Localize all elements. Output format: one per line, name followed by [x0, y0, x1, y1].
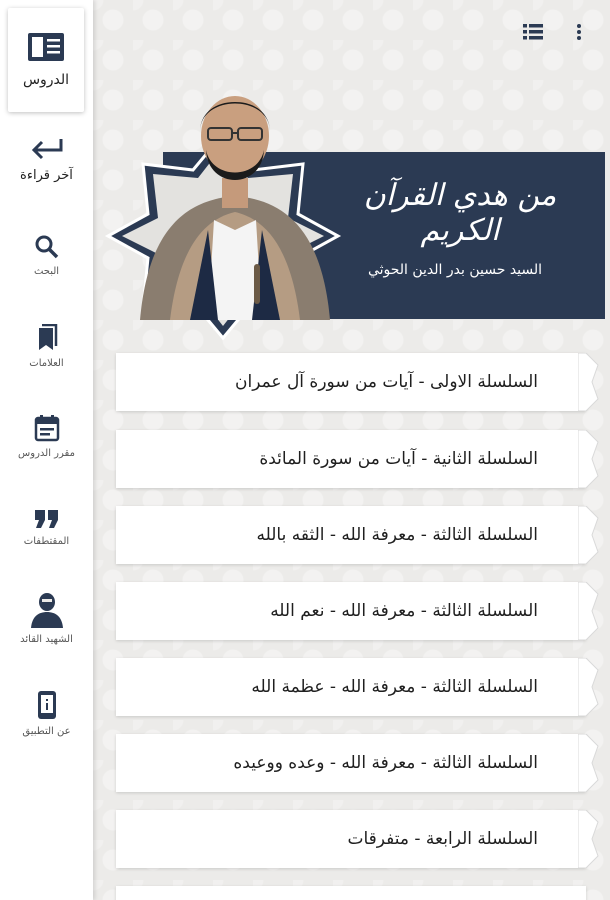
lesson-card-partial[interactable]	[116, 886, 586, 900]
lesson-title: السلسلة الثالثة - معرفة الله - عظمة الله	[251, 677, 538, 697]
last-read-arrow-icon	[30, 136, 64, 162]
more-vert-icon[interactable]	[574, 22, 584, 42]
sidebar-item-about[interactable]	[0, 690, 93, 737]
sidebar-item-schedule[interactable]	[0, 414, 93, 459]
lesson-title: السلسلة الاولى - آيات من سورة آل عمران	[234, 372, 538, 392]
banner-subtitle: السيد حسين بدر الدين الحوثي	[367, 262, 543, 278]
sidebar-item-bookmarks[interactable]	[0, 324, 93, 369]
sidebar-item-quotes[interactable]	[0, 508, 93, 547]
lesson-card[interactable]	[116, 582, 586, 640]
sidebar-item-label: المقتطفات	[23, 536, 70, 547]
card-notch-ornament	[578, 734, 604, 792]
lesson-title: السلسلة الثانية - آيات من سورة المائدة	[259, 449, 538, 469]
calendar-icon	[34, 414, 60, 442]
sidebar-item-search[interactable]	[0, 234, 93, 277]
card-notch-ornament	[578, 353, 604, 411]
lesson-card[interactable]	[116, 810, 586, 868]
sidebar-item-label: العلامات	[29, 358, 64, 369]
sidebar-item-label: الدروس	[22, 72, 70, 88]
sidebar	[0, 0, 93, 900]
sidebar-item-last-read[interactable]	[0, 136, 93, 183]
lesson-card[interactable]	[116, 734, 586, 792]
sidebar-item-label: الشهيد القائد	[20, 634, 73, 645]
card-notch-ornament	[578, 430, 604, 488]
lessons-icon	[27, 32, 65, 62]
sidebar-item-leader[interactable]	[0, 590, 93, 645]
phone-info-icon	[36, 690, 58, 720]
bookmarks-icon	[34, 324, 60, 352]
list-view-icon[interactable]	[522, 22, 544, 42]
card-notch-ornament	[578, 810, 604, 868]
portrait-photo	[130, 80, 340, 320]
sidebar-item-label: مقرر الدروس	[18, 448, 75, 459]
lesson-title: السلسلة الثالثة - معرفة الله - نعم الله	[270, 601, 538, 621]
lesson-card[interactable]	[116, 353, 586, 411]
lesson-card[interactable]	[116, 430, 586, 488]
quote-icon	[33, 508, 61, 530]
lesson-card[interactable]	[116, 506, 586, 564]
sidebar-item-lessons[interactable]	[8, 8, 84, 112]
leader-avatar-icon	[29, 590, 65, 628]
banner-title: من هدي القرآن الكريم	[363, 178, 557, 248]
lesson-title: السلسلة الثالثة - معرفة الله - وعده ووعيده	[233, 753, 538, 773]
search-icon	[34, 234, 60, 260]
lesson-title: السلسلة الثالثة - معرفة الله - الثقه بالله	[256, 525, 538, 545]
sidebar-item-label: البحث	[33, 266, 60, 277]
sidebar-item-label: آخر قراءة	[20, 168, 73, 183]
card-notch-ornament	[578, 506, 604, 564]
lesson-title: السلسلة الرابعة - متفرقات	[347, 829, 538, 849]
lesson-card[interactable]	[116, 658, 586, 716]
card-notch-ornament	[578, 658, 604, 716]
sidebar-item-label: عن التطبيق	[22, 726, 71, 737]
card-notch-ornament	[578, 582, 604, 640]
